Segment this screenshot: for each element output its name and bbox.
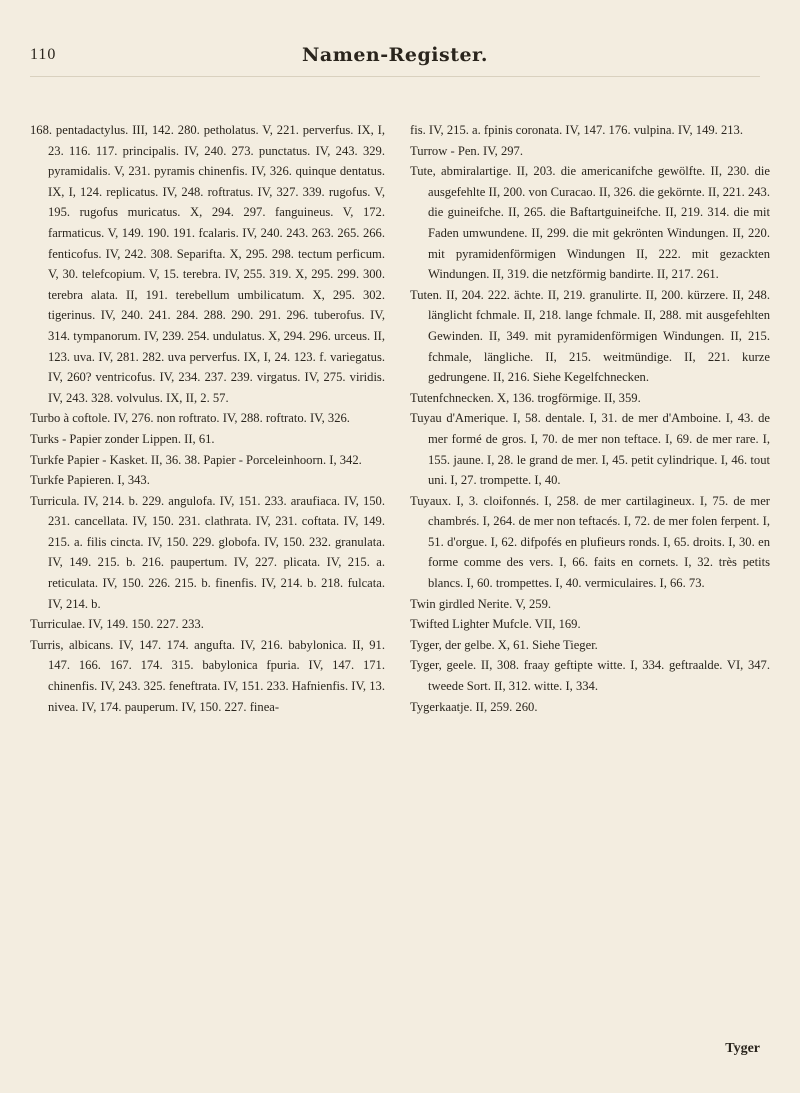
index-entry: Tyger, geele. II, 308. fraay geftipte witte. I, 334. geftraalde. VI, 347. tweede Sort. II, 312. witte. I, 334.	[410, 658, 770, 694]
index-entry: Turriculae. IV, 149. 150. 227. 233.	[30, 617, 204, 632]
index-entry: Tutenfchnecken. X, 136. trogförmige. II, 359.	[410, 390, 641, 405]
right-column	[410, 120, 770, 717]
index-entry: Turricula. IV, 214. b. 229. angulofa. IV, 151. 233. araufiaca. IV, 150. 231. cancellata. IV, 150. 231. clathrata. IV, 231. coftata. IV, 149. 215. a. filis cincta. IV, 150. 229. globofa. IV, 150. 232. granulata. IV, 149. 215. b. 216. paupertum. IV, 227. plicata. IV, 215. a. reticulata. IV, 150. 226. 215. b. finenfis. IV, 214. b. 218. fulcata. IV, 214. b.	[30, 493, 385, 611]
index-entry: Twifted Lighter Mufcle. VII, 169.	[410, 617, 581, 632]
index-entry: Turbo à coftole. IV, 276. non roftrato. IV, 288. roftrato. IV, 326.	[30, 411, 350, 426]
left-column	[30, 120, 385, 717]
index-entry: Twin girdled Nerite. V, 259.	[410, 596, 552, 611]
index-entry: Turkfe Papieren. I, 343.	[30, 473, 150, 488]
catchword: Tyger	[725, 1041, 760, 1056]
page-header	[30, 46, 760, 77]
running-title: Namen-Register.	[302, 44, 488, 66]
index-entry: Turris, albicans. IV, 147. 174. angufta. IV, 216. babylonica. II, 91. 147. 166. 167. 174. 315. babylonica fpuria. IV, 147. 171. chinenfis. IV, 243. 325. feneftrata. IV, 151. 233. Hafnienfis. IV, 13. nivea. IV, 174. pauperum. IV, 150. 227. finea-	[30, 637, 385, 714]
index-entry: Turks - Papier zonder Lippen. II, 61.	[30, 431, 215, 446]
page-number: 110	[30, 46, 57, 63]
index-entry: Turkfe Papier - Kasket. II, 36. 38. Papier - Porceleinhoorn. I, 342.	[30, 452, 362, 467]
index-entry: fis. IV, 215. a. fpinis coronata. IV, 147. 176. vulpina. IV, 149. 213.	[410, 123, 744, 137]
index-entry: Tuten. II, 204. 222. ächte. II, 219. granulirte. II, 200. kürzere. II, 248. länglicht fchmale. II, 218. lange fchmale. II, 288. mit ausgefehlten Gewinden. II, 349. mit pyramidenförmigen Windungen. II, 215. fchmale, längliche. II, 215. weitmündige. II, 221. kurze gedrungene. II, 216. Siehe Kegelfchnecken.	[410, 287, 770, 385]
index-entry: Tuyau d'Amerique. I, 58. dentale. I, 31. de mer d'Amboine. I, 43. de mer formé de gros. I, 70. de mer non teftace. I, 69. de mer rare. I, 155. jaune. I, 28. le grand de mer. I, 45. petit cylindrique. I, 46. tout uni. I, 27. trompette. I, 40.	[410, 411, 770, 488]
index-entry: Tute, abmiralartige. II, 203. die americanifche gewölfte. II, 230. die ausgefehlte II, 200. von Curacao. II, 326. die gekörnte. II, 221. 243. die guineifche. II, 265. die Baftartguineifche. II, 219. 314. die mit Faden umwundene. II, 299. die mit gekrönten Windungen. II, 220. mit pyramidenförmigen Windungen II, 222. mit gezackten Windungen. II, 319. die netzförmig bandirte. II, 217. 261.	[410, 164, 770, 282]
index-entry: Tuyaux. I, 3. cloifonnés. I, 258. de mer cartilagineux. I, 75. de mer chambrés. I, 264. de mer non teftacés. I, 72. de mer folen ferpent. I, 51. d'orgue. I, 62. difpofés en plufieurs ronds. I, 65. droits. I, 30. en forme comme des vers. I, 66. faits en cornets. I, 32. très petits blancs. I, 60. trompettes. I, 40. vermiculaires. I, 66. 73.	[410, 493, 770, 591]
index-entry: Tyger, der gelbe. X, 61. Siehe Tieger.	[410, 637, 598, 652]
index-entry: 168. pentadactylus. III, 142. 280. petholatus. V, 221. perverfus. IX, I, 23. 116. 117. principalis. IV, 240. 273. punctatus. IV, 243. 329. pyramidalis. V, 231. pyramis chinenfis. IV, 326. quinque dentatus. IX, I, 124. replicatus. IV, 248. roftratus. IV, 327. 339. rugofus. V, 195. rugofus muricatus. X, 294. 297. fanguineus. V, 172. farmaticus. V, 149. 190. 191. fcalaris. IV, 240. 243. 263. 265. 266. fenticofus. IV, 242. 308. Separifta. X, 295. 298. tectum perficum. V, 30. telefcopium. V, 15. terebra. IV, 255. 319. X, 295. 299. 300. terebra alata. II, 191. terebellum umbilicatum. X, 295. 302. tigerinus. IV, 240. 241. 284. 288. 290. 291. 296. tuberofus. IV, 314. tympanorum. IV, 239. 254. undulatus. X, 294. 296. urceus. II, 123. uva. IV, 281. 282. uva perverfus. IX, I, 24. 123. f. variegatus. IV, 260? ventricofus. IV, 234. 237. 239. virgatus. IV, 275. viridis. IV, 243. 328. volvulus. IX, II, 2. 57.	[30, 123, 385, 405]
index-entry: Turrow - Pen. IV, 297.	[410, 143, 524, 158]
index-entry: Tygerkaatje. II, 259. 260.	[410, 699, 538, 714]
